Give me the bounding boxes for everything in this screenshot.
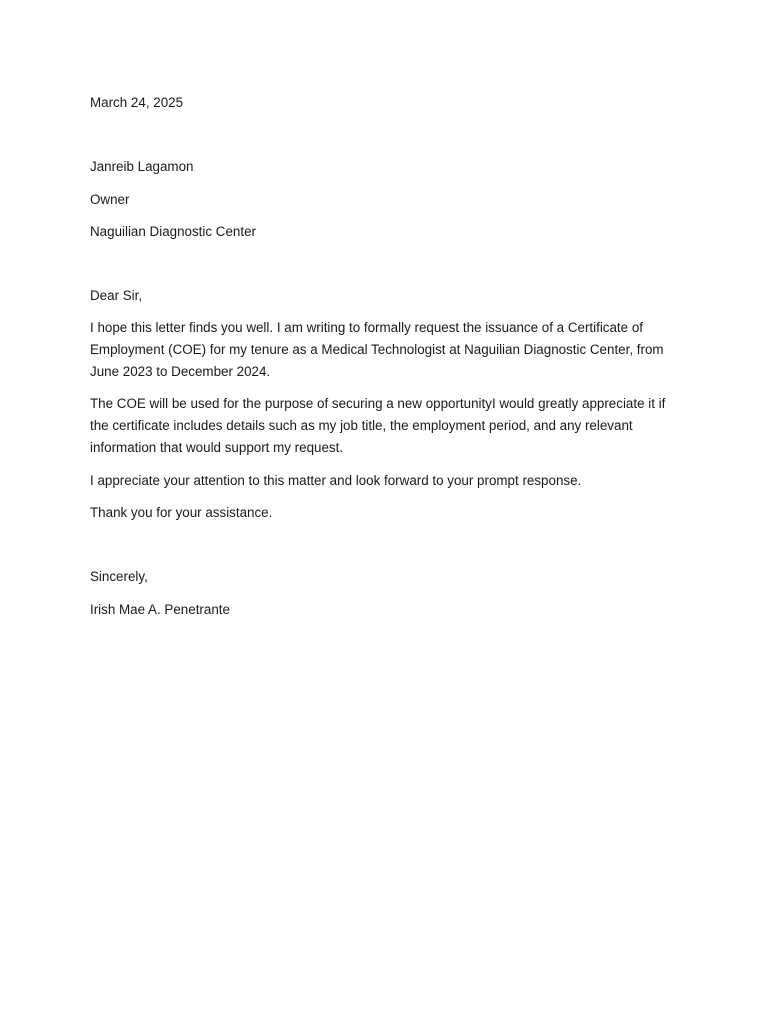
body-paragraph-appreciation: I appreciate your attention to this matter and look forward to your prompt response. <box>90 473 582 488</box>
letter-date: March 24, 2025 <box>90 95 184 110</box>
body-paragraph-thanks: Thank you for your assistance. <box>90 505 273 520</box>
signature-name: Irish Mae A. Penetrante <box>90 602 230 617</box>
recipient-company: Naguilian Diagnostic Center <box>90 224 256 239</box>
recipient-title: Owner <box>90 192 130 207</box>
body-paragraph-request: I hope this letter finds you well. I am writing to formally request the issuance of a Certificate of Employment (COE) for my tenure as a Medical Technologist at Naguilian Diagnostic Center, from June 2023 to December 2024. <box>90 320 664 379</box>
recipient-name: Janreib Lagamon <box>90 159 194 174</box>
salutation: Dear Sir, <box>90 288 143 303</box>
body-paragraph-purpose: The COE will be used for the purpose of securing a new opportunityI would greatly appreciate it if the certificate includes details such as my job title, the employment period, and any relevant information that would support my request. <box>90 396 666 455</box>
closing: Sincerely, <box>90 569 148 584</box>
